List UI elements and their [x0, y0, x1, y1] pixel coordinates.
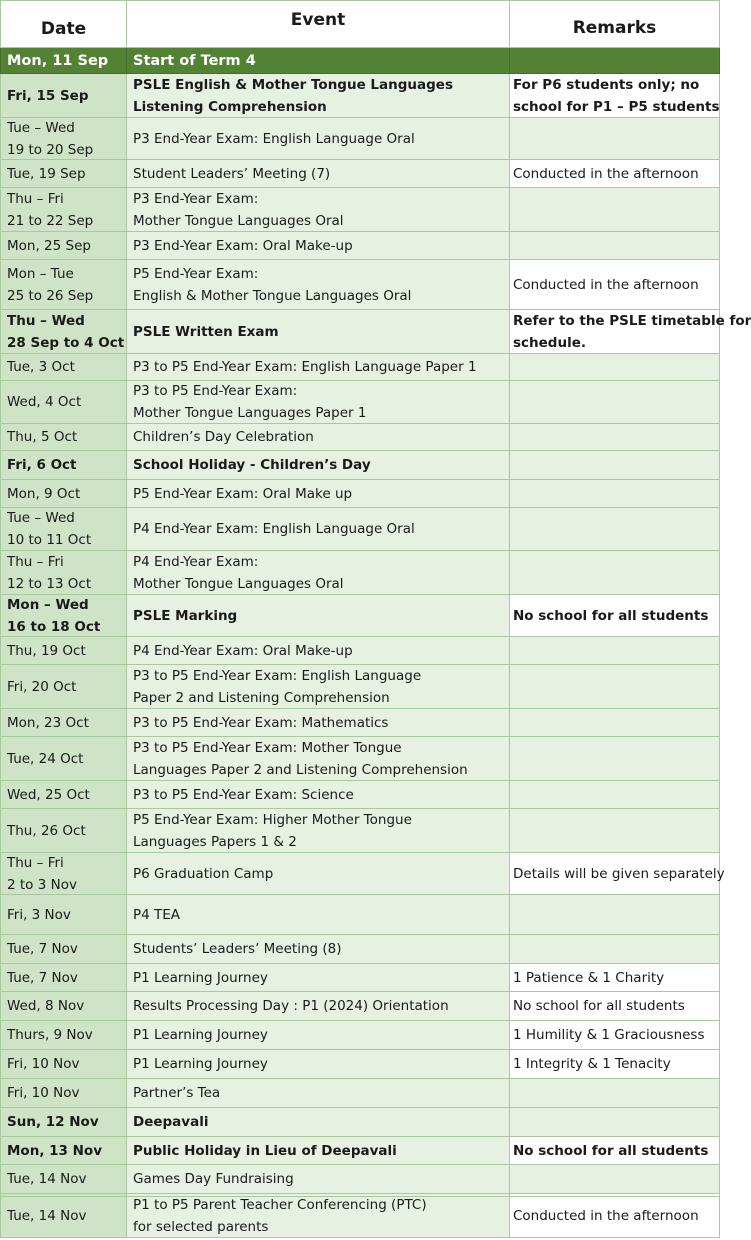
row-31-date-cell	[0, 1108, 127, 1137]
row-1-date-cell	[0, 48, 127, 74]
row-16-remarks-cell	[510, 595, 720, 637]
row-21-remarks-cell	[510, 781, 720, 809]
row-15-event-text: P4 End-Year Exam:	[133, 553, 259, 570]
row-18-date-cell	[0, 665, 127, 709]
row-34-event-text: P1 to P5 Parent Teacher Conferencing (PTC)	[133, 1196, 427, 1213]
row-10-event-cell	[127, 381, 510, 424]
row-10-event-text: Mother Tongue Languages Paper 1	[133, 405, 367, 421]
double-rule-divider	[0, 1196, 720, 1197]
row-19-event-text: P3 to P5 End-Year Exam: Mathematics	[133, 714, 389, 731]
row-8-event-cell	[127, 310, 510, 354]
row-23-date-text: Thu – Fri	[7, 854, 64, 871]
row-15-date-text: 12 to 13 Oct	[7, 575, 92, 592]
row-29-remarks-text: 1 Integrity & 1 Tenacity	[513, 1056, 671, 1072]
row-5-date-text: Thu – Fri	[7, 190, 64, 207]
row-21-date-cell	[0, 781, 127, 809]
row-8-remarks-text: schedule.	[513, 334, 586, 351]
row-17-remarks-cell	[510, 637, 720, 665]
row-23-event-text: P6 Graduation Camp	[133, 865, 274, 882]
row-30-event-text: Partner’s Tea	[133, 1085, 221, 1101]
row-33-date-cell	[0, 1165, 127, 1194]
row-29-event-cell	[127, 1050, 510, 1079]
row-1-event-cell	[127, 48, 510, 74]
row-11-date-cell	[0, 424, 127, 451]
header-event	[127, 0, 510, 48]
header-remarks-label: Remarks	[572, 18, 657, 38]
row-6-event-cell	[127, 232, 510, 260]
row-22-event-text: Languages Papers 1 & 2	[133, 833, 297, 850]
row-1-date-text: Mon, 11 Sep	[7, 52, 109, 69]
row-32-date-cell	[0, 1137, 127, 1165]
row-19-date-cell	[0, 709, 127, 737]
row-27-event-text: Results Processing Day : P1 (2024) Orientation	[133, 998, 449, 1014]
row-24-remarks-cell	[510, 895, 720, 935]
row-20-remarks-cell	[510, 737, 720, 781]
row-20-event-text: P3 to P5 End-Year Exam: Mother Tongue	[133, 739, 402, 756]
row-31-date-text: Sun, 12 Nov	[7, 1114, 99, 1130]
row-18-date-text: Fri, 20 Oct	[7, 678, 77, 695]
row-8-date-text: Thu – Wed	[7, 312, 85, 329]
row-22-date-text: Thu, 26 Oct	[7, 822, 86, 839]
row-27-remarks-cell	[510, 992, 720, 1021]
row-10-remarks-cell	[510, 381, 720, 424]
row-5-event-cell	[127, 188, 510, 232]
row-9-date-cell	[0, 354, 127, 381]
header-remarks	[510, 0, 720, 48]
row-32-date-text: Mon, 13 Nov	[7, 1142, 103, 1159]
row-34-remarks-cell	[510, 1194, 720, 1238]
row-22-event-cell	[127, 809, 510, 853]
row-5-date-text: 21 to 22 Sep	[7, 212, 94, 229]
row-33-date-text: Tue, 14 Nov	[7, 1171, 87, 1187]
row-10-event-text: P3 to P5 End-Year Exam:	[133, 383, 298, 399]
row-7-event-text: English & Mother Tongue Languages Oral	[133, 287, 412, 304]
row-17-date-cell	[0, 637, 127, 665]
row-8-remarks-text: Refer to the PSLE timetable for	[513, 312, 751, 329]
row-2-remarks-cell	[510, 74, 720, 118]
row-16-remarks-text: No school for all students	[513, 607, 709, 624]
row-33-remarks-cell	[510, 1165, 720, 1194]
row-16-date-cell	[0, 595, 127, 637]
row-14-event-cell	[127, 508, 510, 551]
row-13-remarks-cell	[510, 480, 720, 508]
row-3-date-text: Tue – Wed	[7, 119, 75, 136]
row-22-remarks-cell	[510, 809, 720, 853]
row-16-date-text: Mon – Wed	[7, 596, 89, 613]
row-13-date-cell	[0, 480, 127, 508]
header-date-label: Date	[40, 19, 87, 39]
row-19-remarks-cell	[510, 709, 720, 737]
row-4-remarks-text: Conducted in the afternoon	[513, 165, 699, 182]
row-6-date-text: Mon, 25 Sep	[7, 237, 91, 254]
row-13-date-text: Mon, 9 Oct	[7, 485, 81, 502]
row-14-remarks-cell	[510, 508, 720, 551]
row-15-date-text: Thu – Fri	[7, 553, 64, 570]
row-32-remarks-text: No school for all students	[513, 1142, 709, 1159]
row-33-event-text: Games Day Fundraising	[133, 1171, 294, 1187]
row-34-remarks-text: Conducted in the afternoon	[513, 1207, 699, 1224]
row-17-event-cell	[127, 637, 510, 665]
row-30-date-text: Fri, 10 Nov	[7, 1085, 80, 1101]
row-15-event-text: Mother Tongue Languages Oral	[133, 575, 344, 592]
row-2-event-text: PSLE English & Mother Tongue Languages	[133, 76, 453, 93]
row-2-event-cell	[127, 74, 510, 118]
row-9-event-text: P3 to P5 End-Year Exam: English Language Paper 1	[133, 359, 477, 375]
row-7-remarks-text: Conducted in the afternoon	[513, 276, 699, 293]
row-7-date-text: Mon – Tue	[7, 265, 74, 282]
row-2-event-text: Listening Comprehension	[133, 98, 327, 115]
row-21-event-cell	[127, 781, 510, 809]
row-27-date-cell	[0, 992, 127, 1021]
row-12-event-text: School Holiday - Children’s Day	[133, 457, 371, 473]
row-18-event-cell	[127, 665, 510, 709]
row-20-event-text: Languages Paper 2 and Listening Comprehension	[133, 761, 468, 778]
row-6-remarks-cell	[510, 232, 720, 260]
row-8-remarks-cell	[510, 310, 751, 354]
row-23-event-cell	[127, 853, 510, 895]
row-9-date-text: Tue, 3 Oct	[7, 359, 75, 375]
row-8-date-cell	[0, 310, 127, 354]
row-9-remarks-cell	[510, 354, 720, 381]
row-34-event-cell	[127, 1194, 510, 1238]
row-16-event-text: PSLE Marking	[133, 607, 238, 624]
row-12-remarks-cell	[510, 451, 720, 480]
row-18-event-text: Paper 2 and Listening Comprehension	[133, 689, 390, 706]
row-8-date-text: 28 Sep to 4 Oct	[7, 334, 125, 351]
row-2-remarks-text: For P6 students only; no	[513, 76, 700, 93]
row-12-date-text: Fri, 6 Oct	[7, 457, 77, 473]
row-12-date-cell	[0, 451, 127, 480]
row-7-event-text: P5 End-Year Exam:	[133, 265, 259, 282]
row-34-date-cell	[0, 1194, 127, 1238]
row-28-date-text: Thurs, 9 Nov	[7, 1027, 93, 1043]
row-33-event-cell	[127, 1165, 510, 1194]
row-5-date-cell	[0, 188, 127, 232]
row-2-date-cell	[0, 74, 127, 118]
row-7-date-text: 25 to 26 Sep	[7, 287, 94, 304]
row-19-event-cell	[127, 709, 510, 737]
row-7-remarks-cell	[510, 260, 720, 310]
row-17-date-text: Thu, 19 Oct	[7, 642, 86, 659]
row-28-event-text: P1 Learning Journey	[133, 1027, 268, 1043]
row-27-event-cell	[127, 992, 510, 1021]
row-21-date-text: Wed, 25 Oct	[7, 786, 90, 803]
row-25-event-cell	[127, 935, 510, 964]
row-25-date-text: Tue, 7 Nov	[7, 941, 78, 957]
row-15-date-cell	[0, 551, 127, 595]
row-4-date-text: Tue, 19 Sep	[7, 165, 86, 182]
row-26-date-cell	[0, 964, 127, 992]
row-25-remarks-cell	[510, 935, 720, 964]
row-4-event-cell	[127, 160, 510, 188]
row-10-date-cell	[0, 381, 127, 424]
row-16-date-text: 16 to 18 Oct	[7, 618, 101, 635]
row-28-event-cell	[127, 1021, 510, 1050]
row-3-remarks-cell	[510, 118, 720, 160]
row-27-remarks-text: No school for all students	[513, 998, 685, 1014]
row-12-event-cell	[127, 451, 510, 480]
row-20-event-cell	[127, 737, 510, 781]
row-34-event-text: for selected parents	[133, 1218, 269, 1235]
row-26-event-text: P1 Learning Journey	[133, 969, 268, 986]
row-21-event-text: P3 to P5 End-Year Exam: Science	[133, 786, 354, 803]
row-27-date-text: Wed, 8 Nov	[7, 998, 85, 1014]
row-3-event-cell	[127, 118, 510, 160]
row-14-date-text: Tue – Wed	[7, 510, 75, 526]
row-10-date-text: Wed, 4 Oct	[7, 394, 82, 410]
row-2-date-text: Fri, 15 Sep	[7, 87, 89, 104]
row-9-event-cell	[127, 354, 510, 381]
row-4-remarks-cell	[510, 160, 720, 188]
row-5-event-text: Mother Tongue Languages Oral	[133, 212, 344, 229]
row-18-remarks-cell	[510, 665, 720, 709]
row-24-date-text: Fri, 3 Nov	[7, 906, 71, 923]
row-28-remarks-cell	[510, 1021, 720, 1050]
row-14-date-cell	[0, 508, 127, 551]
row-18-event-text: P3 to P5 End-Year Exam: English Language	[133, 667, 422, 684]
row-23-date-text: 2 to 3 Nov	[7, 876, 77, 893]
row-24-date-cell	[0, 895, 127, 935]
row-23-date-cell	[0, 853, 127, 895]
row-7-date-cell	[0, 260, 127, 310]
row-26-date-text: Tue, 7 Nov	[7, 969, 78, 986]
row-29-event-text: P1 Learning Journey	[133, 1056, 268, 1072]
header-date	[0, 0, 127, 48]
row-24-event-text: P4 TEA	[133, 906, 181, 923]
row-11-date-text: Thu, 5 Oct	[7, 429, 78, 445]
row-15-event-cell	[127, 551, 510, 595]
row-5-remarks-cell	[510, 188, 720, 232]
row-26-event-cell	[127, 964, 510, 992]
row-11-event-cell	[127, 424, 510, 451]
row-14-event-text: P4 End-Year Exam: English Language Oral	[133, 521, 415, 537]
row-26-remarks-text: 1 Patience & 1 Charity	[513, 969, 665, 986]
row-3-event-text: P3 End-Year Exam: English Language Oral	[133, 130, 415, 147]
row-25-date-cell	[0, 935, 127, 964]
row-23-remarks-cell	[510, 853, 725, 895]
row-19-date-text: Mon, 23 Oct	[7, 714, 89, 731]
row-30-date-cell	[0, 1079, 127, 1108]
row-17-event-text: P4 End-Year Exam: Oral Make-up	[133, 642, 353, 659]
row-29-remarks-cell	[510, 1050, 720, 1079]
row-23-remarks-text: Details will be given separately	[513, 865, 725, 882]
row-5-event-text: P3 End-Year Exam:	[133, 190, 259, 207]
row-4-date-cell	[0, 160, 127, 188]
row-28-remarks-text: 1 Humility & 1 Graciousness	[513, 1027, 705, 1043]
row-32-event-text: Public Holiday in Lieu of Deepavali	[133, 1142, 397, 1159]
row-6-event-text: P3 End-Year Exam: Oral Make-up	[133, 237, 353, 254]
row-26-remarks-cell	[510, 964, 720, 992]
row-4-event-text: Student Leaders’ Meeting (7)	[133, 165, 331, 182]
row-24-event-cell	[127, 895, 510, 935]
row-16-event-cell	[127, 595, 510, 637]
row-25-event-text: Students’ Leaders’ Meeting (8)	[133, 941, 342, 957]
row-34-date-text: Tue, 14 Nov	[7, 1207, 87, 1224]
row-11-event-text: Children’s Day Celebration	[133, 429, 314, 445]
row-13-event-text: P5 End-Year Exam: Oral Make up	[133, 485, 353, 502]
row-30-remarks-cell	[510, 1079, 720, 1108]
row-29-date-cell	[0, 1050, 127, 1079]
row-22-event-text: P5 End-Year Exam: Higher Mother Tongue	[133, 811, 412, 828]
row-31-remarks-cell	[510, 1108, 720, 1137]
row-30-event-cell	[127, 1079, 510, 1108]
row-32-remarks-cell	[510, 1137, 720, 1165]
row-31-event-text: Deepavali	[133, 1114, 209, 1130]
row-3-date-cell	[0, 118, 127, 160]
row-20-date-text: Tue, 24 Oct	[7, 750, 84, 767]
row-22-date-cell	[0, 809, 127, 853]
header-event-label: Event	[290, 10, 346, 30]
row-11-remarks-cell	[510, 424, 720, 451]
row-32-event-cell	[127, 1137, 510, 1165]
row-15-remarks-cell	[510, 551, 720, 595]
row-20-date-cell	[0, 737, 127, 781]
row-3-date-text: 19 to 20 Sep	[7, 141, 94, 158]
row-29-date-text: Fri, 10 Nov	[7, 1056, 80, 1072]
row-13-event-cell	[127, 480, 510, 508]
row-14-date-text: 10 to 11 Oct	[7, 532, 92, 548]
row-7-event-cell	[127, 260, 510, 310]
row-31-event-cell	[127, 1108, 510, 1137]
row-6-date-cell	[0, 232, 127, 260]
row-8-event-text: PSLE Written Exam	[133, 323, 279, 340]
row-1-event-text: Start of Term 4	[133, 52, 256, 69]
row-2-remarks-text: school for P1 – P5 students	[513, 98, 720, 115]
row-28-date-cell	[0, 1021, 127, 1050]
row-1-remarks-cell	[510, 48, 720, 74]
